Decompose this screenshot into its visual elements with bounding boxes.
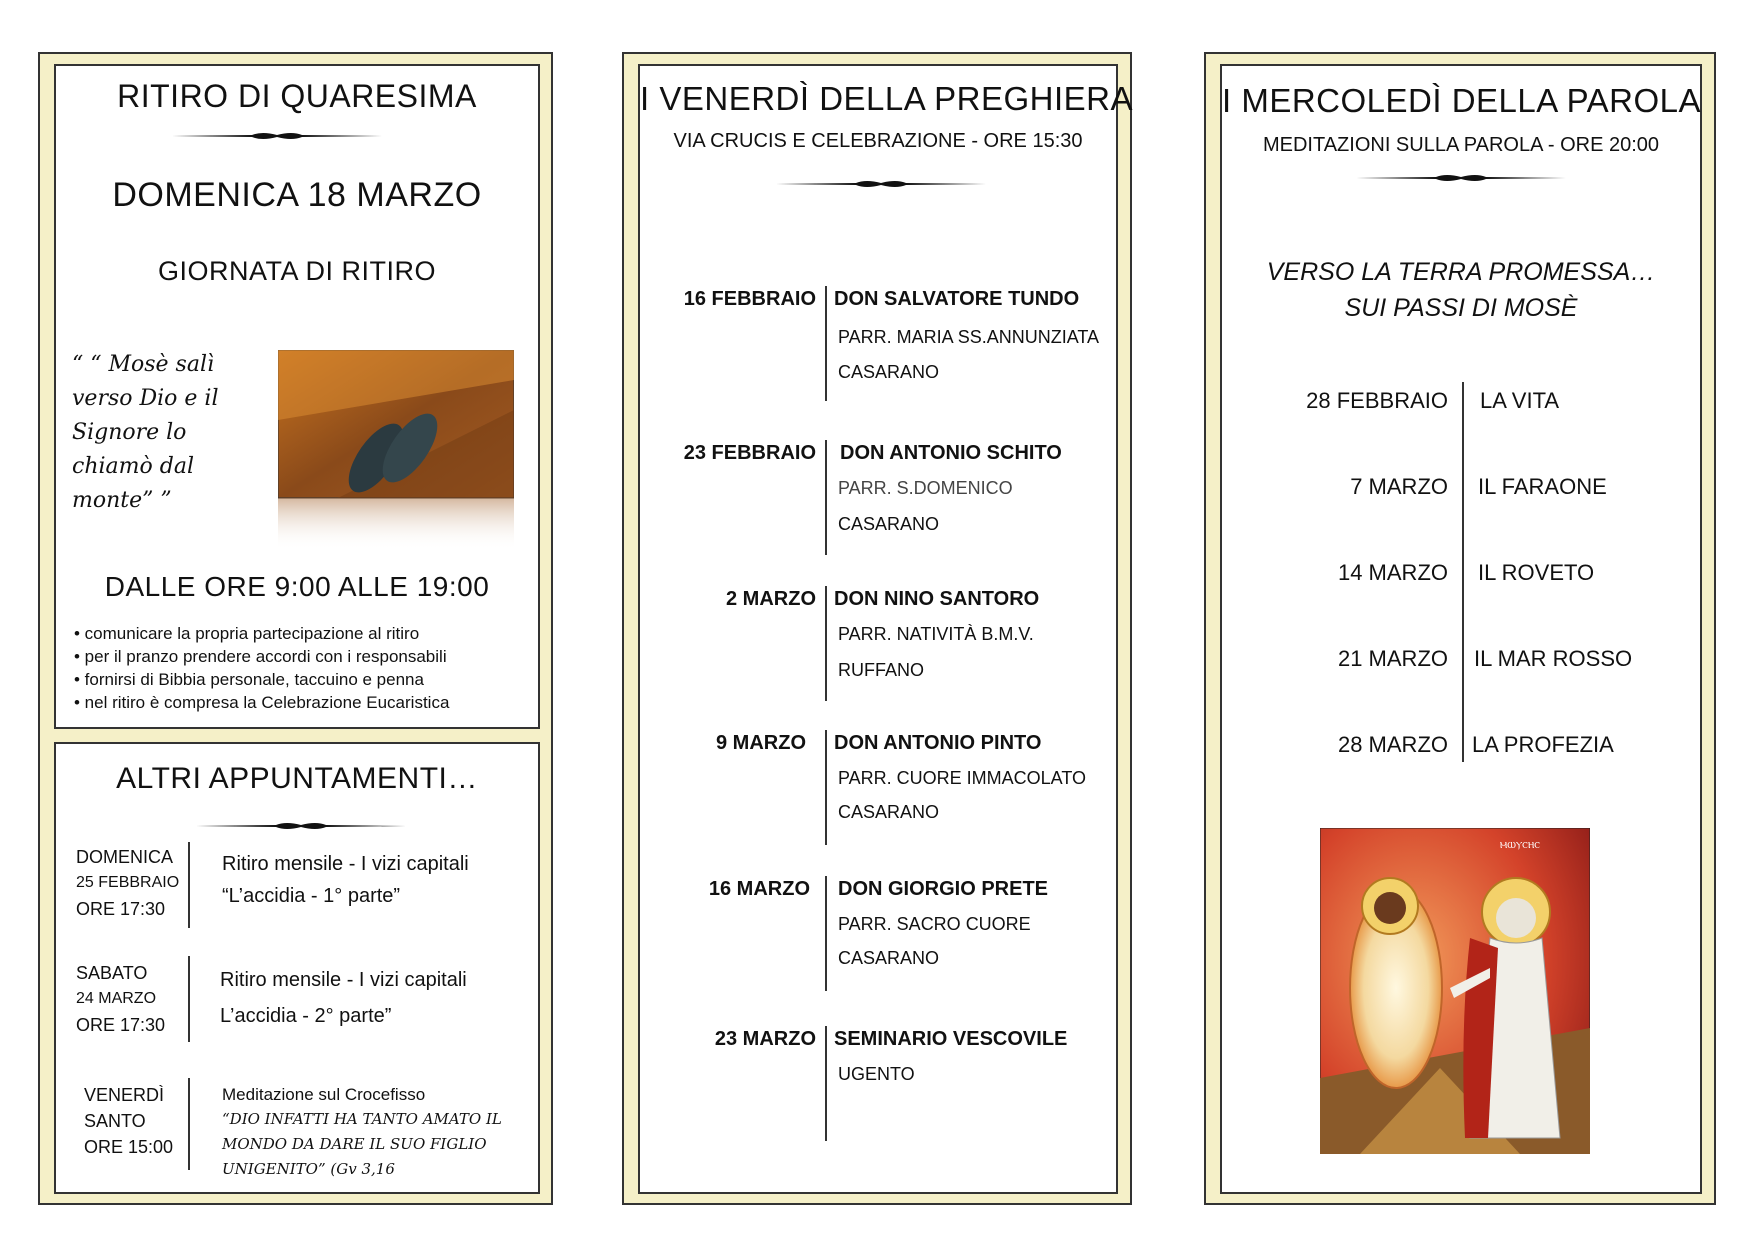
left-panel [38, 52, 553, 1205]
quote-line: chiamò dal [72, 454, 194, 479]
mercoledi-title: I MERCOLEDÌ DELLA PAROLA [1222, 82, 1702, 119]
entry-name: SEMINARIO VESCOVILE [834, 1028, 1068, 1050]
mercoledi-theme [1222, 254, 1700, 326]
entry-date: 16 MARZO [708, 878, 810, 900]
altri-when [76, 844, 179, 922]
entry-town: RUFFANO [838, 660, 925, 680]
when-date: 24 MARZO [76, 990, 157, 1007]
middle-panel [622, 52, 1132, 1205]
ornament-divider-icon [172, 130, 382, 142]
when-time: ORE 17:30 [76, 899, 166, 919]
mer-topic: IL ROVETO [1478, 560, 1595, 585]
when-day: VENERDÌ [84, 1085, 165, 1105]
divider-line [825, 876, 827, 991]
entry-town: CASARANO [838, 362, 940, 382]
divider-line [188, 956, 190, 1042]
venerdi-subtitle: VIA CRUCIS E CELEBRAZIONE - ORE 15:30 [673, 130, 1083, 152]
theme-line: SUI PASSI DI MOSÈ [1344, 294, 1578, 322]
what-line: MONDO DA DARE IL SUO FIGLIO [222, 1135, 487, 1153]
ritiro-box [54, 64, 540, 729]
entry-name: DON SALVATORE TUNDO [834, 288, 1080, 310]
mer-date: 7 MARZO [1350, 474, 1448, 499]
mer-topic: LA PROFEZIA [1472, 732, 1614, 757]
entry-name: DON ANTONIO SCHITO [840, 442, 1062, 464]
divider-line [825, 730, 827, 845]
entry-town: CASARANO [838, 802, 940, 822]
mer-date: 28 MARZO [1337, 732, 1448, 757]
when-time: ORE 15:00 [84, 1137, 174, 1157]
when-time: ORE 17:30 [76, 1015, 166, 1035]
entry-name: DON GIORGIO PRETE [838, 878, 1049, 900]
quote-line: verso Dio e il [72, 386, 219, 411]
entry-town: CASARANO [838, 948, 940, 968]
divider-line [825, 440, 827, 555]
entry-town: CASARANO [838, 514, 940, 534]
what-line: Ritiro mensile - I vizi capitali [220, 969, 467, 991]
when-date: SANTO [84, 1111, 146, 1131]
divider-line [825, 586, 827, 701]
when-date: 25 FEBBRAIO [76, 874, 180, 891]
venerdi-box [638, 64, 1133, 1194]
divider-line [188, 842, 190, 928]
quote-line: monte” ” [72, 488, 172, 513]
note-item: • per il pranzo prendere accordi con i responsabili [74, 647, 447, 666]
quote-line: Signore lo [72, 420, 187, 445]
mer-topic: LA VITA [1480, 388, 1560, 413]
theme-line: VERSO LA TERRA PROMESSA… [1266, 258, 1656, 286]
altri-when [76, 960, 165, 1038]
divider-line [825, 1026, 827, 1141]
altri-what [220, 962, 467, 1034]
mer-date: 14 MARZO [1337, 560, 1448, 585]
ritiro-date: DOMENICA 18 MARZO [112, 176, 482, 214]
mer-date: 21 MARZO [1337, 646, 1448, 671]
entry-parish: PARR. MARIA SS.ANNUNZIATA [838, 327, 1100, 347]
note-item: • comunicare la propria partecipazione al ritiro [74, 624, 420, 643]
what-line: Meditazione sul Crocefisso [222, 1085, 426, 1104]
mercoledi-box [1220, 64, 1702, 1194]
when-day: SABATO [76, 963, 148, 983]
ritiro-type: GIORNATA DI RITIRO [157, 256, 436, 286]
mer-topic: IL FARAONE [1478, 474, 1607, 499]
entry-date: 2 MARZO [726, 588, 816, 610]
entry-parish: PARR. SACRO CUORE [838, 914, 1031, 934]
altri-what [222, 848, 469, 912]
divider-line [825, 286, 827, 401]
mer-topic: IL MAR ROSSO [1474, 646, 1633, 671]
entry-parish: UGENTO [838, 1064, 915, 1084]
what-line: “L’accidia - 1° parte” [222, 885, 401, 907]
altri-when [84, 1082, 173, 1160]
entry-parish: PARR. NATIVITÀ B.M.V. [838, 624, 1034, 644]
ritiro-notes [74, 622, 449, 714]
altri-what [222, 1082, 502, 1182]
moses-burning-bush-icon [1320, 828, 1590, 1154]
what-line: UNIGENITO” (Gv 3,16 [222, 1160, 395, 1178]
ritiro-title: RITIRO DI QUARESIMA [117, 78, 477, 114]
entry-name: DON ANTONIO PINTO [834, 732, 1042, 754]
right-panel [1204, 52, 1716, 1205]
venerdi-title: I VENERDÌ DELLA PREGHIERA [640, 80, 1133, 117]
ornament-divider-icon [1356, 172, 1566, 184]
mercoledi-subtitle: MEDITAZIONI SULLA PAROLA - ORE 20:00 [1262, 134, 1660, 156]
entry-name: DON NINO SANTORO [834, 588, 1040, 610]
entry-parish: PARR. CUORE IMMACOLATO [838, 768, 1087, 788]
sandals-image-icon [278, 350, 514, 550]
what-line: “DIO INFATTI HA TANTO AMATO IL [222, 1110, 502, 1128]
ornament-divider-icon [196, 820, 406, 832]
divider-line [1462, 382, 1464, 762]
altri-title: ALTRI APPUNTAMENTI… [116, 762, 478, 795]
ritiro-hours: DALLE ORE 9:00 ALLE 19:00 [104, 571, 490, 602]
when-day: DOMENICA [76, 847, 174, 867]
altri-box [54, 742, 540, 1194]
ritiro-quote [72, 348, 219, 518]
svg-text:ⲘⲰⲨⲤⲎⲤ: ⲘⲰⲨⲤⲎⲤ [1499, 841, 1541, 851]
quote-line: “ “ Mosè salì [72, 352, 215, 377]
entry-date: 9 MARZO [716, 732, 806, 754]
entry-date: 16 FEBBRAIO [683, 288, 816, 310]
ornament-divider-icon [776, 178, 986, 190]
note-item: • nel ritiro è compresa la Celebrazione Eucaristica [74, 693, 450, 712]
what-line: L’accidia - 2° parte” [220, 1005, 392, 1027]
entry-date: 23 MARZO [714, 1028, 816, 1050]
mer-date: 28 FEBBRAIO [1306, 388, 1448, 413]
what-line: Ritiro mensile - I vizi capitali [222, 853, 469, 875]
entry-date: 23 FEBBRAIO [683, 442, 816, 464]
divider-line [188, 1078, 190, 1170]
entry-parish: PARR. S.DOMENICO [838, 478, 1013, 498]
note-item: • fornirsi di Bibbia personale, taccuino e penna [74, 670, 424, 689]
